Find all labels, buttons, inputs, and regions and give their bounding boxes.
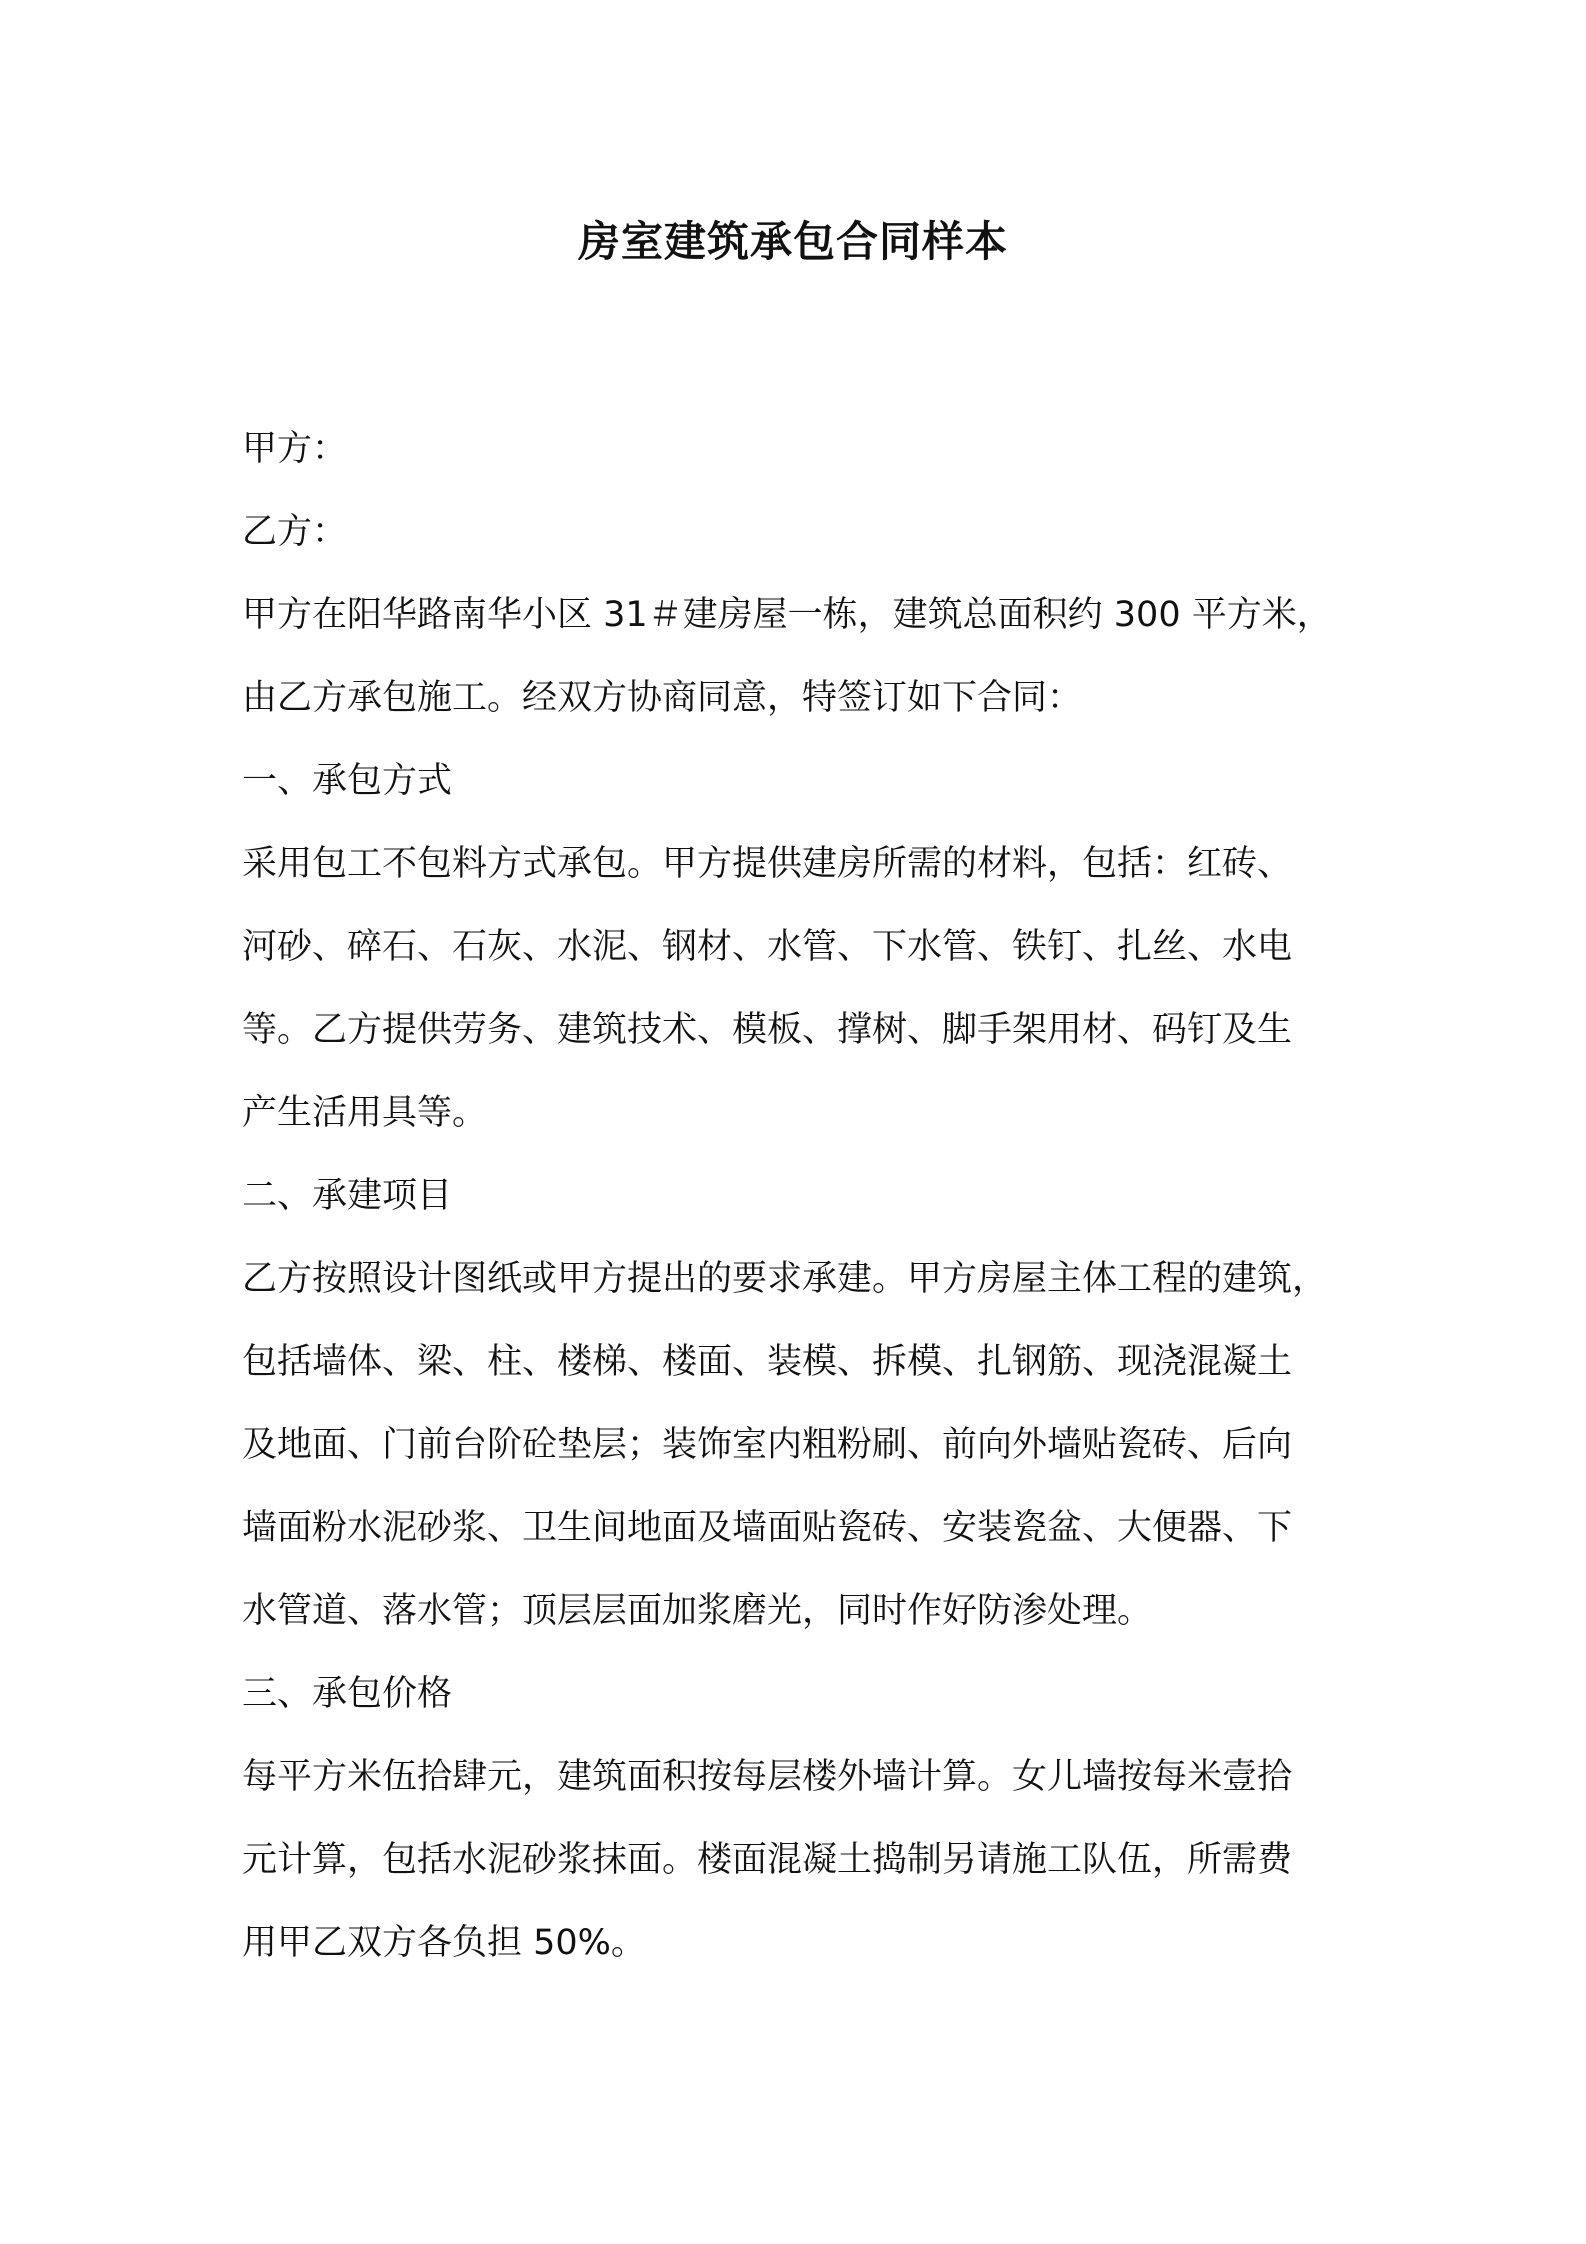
document-body bbox=[242, 408, 1372, 1985]
paragraph-line: 及地面、门前台阶砼垫层；装饰室内粗粉刷、前向外墙贴瓷砖、后向 bbox=[242, 1425, 1293, 1465]
paragraph-line: 等。乙方提供劳务、建筑技术、模板、撑树、脚手架用材、码钉及生 bbox=[242, 1010, 1293, 1050]
section-heading-1: 一、承包方式 bbox=[242, 761, 453, 801]
paragraph-line: 元计算，包括水泥砂浆抹面。楼面混凝土捣制另请施工队伍，所需费 bbox=[242, 1840, 1293, 1880]
section-heading-2: 二、承建项目 bbox=[242, 1176, 453, 1216]
paragraph-line: 包括墙体、梁、柱、楼梯、楼面、装模、拆模、扎钢筋、现浇混凝土 bbox=[242, 1342, 1293, 1382]
paragraph-line: 产生活用具等。 bbox=[242, 1093, 488, 1133]
document-title: 房室建筑承包合同样本 bbox=[577, 217, 1008, 266]
section-heading-3: 三、承包价格 bbox=[242, 1674, 453, 1714]
paragraph-line: 水管道、落水管；顶层层面加浆磨光，同时作好防渗处理。 bbox=[242, 1591, 1153, 1631]
paragraph-line: 河砂、碎石、石灰、水泥、钢材、水管、下水管、铁钉、扎丝、水电 bbox=[242, 927, 1293, 967]
paragraph-line: 墙面粉水泥砂浆、卫生间地面及墙面贴瓷砖、安装瓷盆、大便器、下 bbox=[242, 1508, 1293, 1548]
paragraph-line: 采用包工不包料方式承包。甲方提供建房所需的材料，包括：红砖、 bbox=[242, 844, 1293, 884]
paragraph-line: 甲方在阳华路南华小区 31＃建房屋一栋，建筑总面积约 300 平方米， bbox=[242, 595, 1332, 635]
party-a-line: 甲方： bbox=[242, 429, 348, 469]
paragraph-line: 乙方按照设计图纸或甲方提出的要求承建。甲方房屋主体工程的建筑， bbox=[242, 1259, 1328, 1299]
paragraph-line: 由乙方承包施工。经双方协商同意，特签订如下合同： bbox=[242, 678, 1083, 718]
party-b-line: 乙方： bbox=[242, 512, 348, 552]
paragraph-line: 用甲乙双方各负担 50%。 bbox=[242, 1923, 646, 1963]
paragraph-line: 每平方米伍拾肆元，建筑面积按每层楼外墙计算。女儿墙按每米壹拾 bbox=[242, 1757, 1293, 1797]
